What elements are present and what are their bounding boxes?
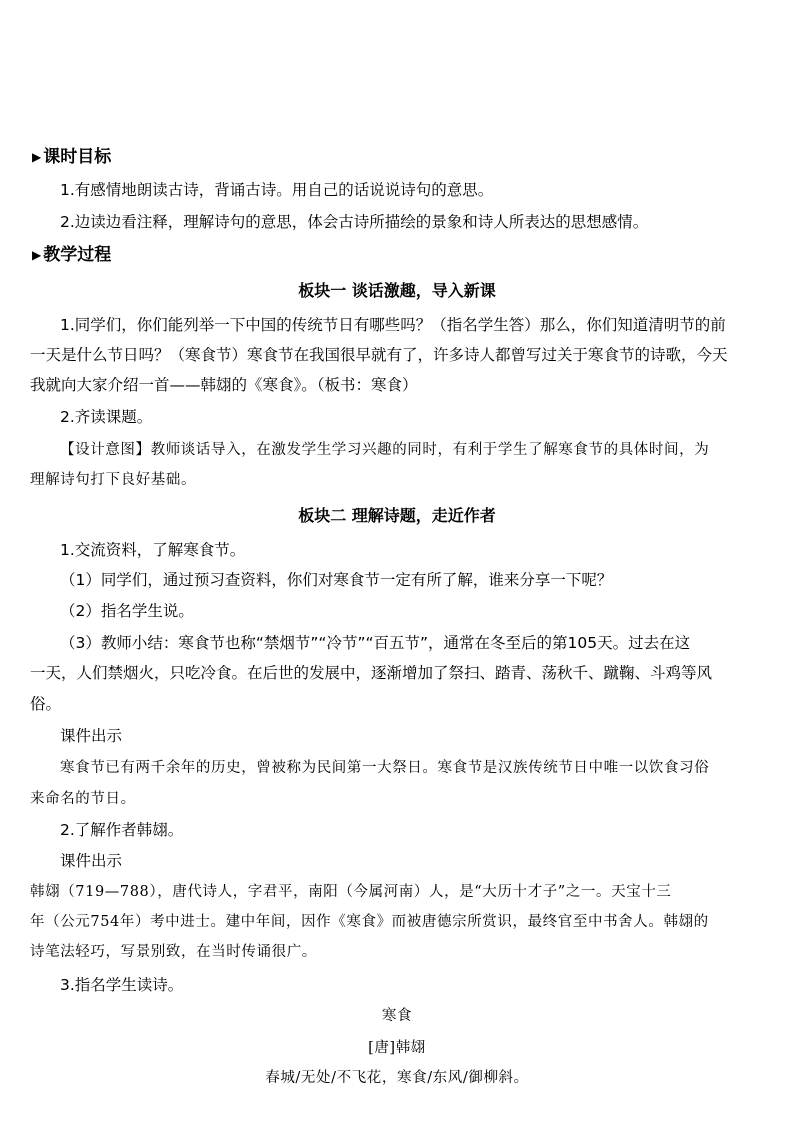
block1-design-line2: 理解诗句打下良好基础。 bbox=[30, 472, 197, 488]
block2-p1: 1.交流资料，了解寒食节。 bbox=[60, 541, 246, 559]
block1-title: 板块一 谈话激趣，导入新课 bbox=[298, 281, 496, 300]
block2-q3-line3: 俗。 bbox=[30, 695, 62, 713]
courseware-2-line2: 年（公元754年）考中进士。建中年间，因作《寒食》而被唐德宗所赏识，最终官至中书舍人。韩翃的 bbox=[30, 914, 709, 930]
poem-title: 寒食 bbox=[381, 1008, 413, 1024]
courseware-1-line1: 寒食节已有两千余年的历史，曾被称为民间第一大祭日。寒食节是汉族传统节日中唯一以饮食习俗 bbox=[60, 760, 710, 776]
block2-q3-line2: 一天，人们禁烟火，只吃冷食。在后世的发展中，逐渐增加了祭扫、踏青、荡秋千、蹴鞠、斗鸡等风 bbox=[30, 664, 713, 682]
block2-q1: （1）同学们，通过预习查资料，你们对寒食节一定有所了解，谁来分享一下呢？ bbox=[60, 571, 613, 589]
courseware-label-2: 课件出示 bbox=[60, 852, 123, 870]
section-process-heading: ▶ 教学过程 bbox=[32, 245, 112, 265]
block2-title: 板块二 理解诗题，走近作者 bbox=[298, 506, 496, 525]
block1-p2: 2.齐读课题。 bbox=[60, 408, 153, 426]
courseware-label-1: 课件出示 bbox=[60, 727, 123, 745]
block2-p3: 3.指名学生读诗。 bbox=[60, 976, 184, 994]
poem-author: [唐]韩翃 bbox=[368, 1040, 426, 1056]
triangle-bullet-icon: ▶ bbox=[32, 248, 42, 262]
courseware-1-line2: 来命名的节日。 bbox=[30, 791, 136, 807]
objective-2: 2.边读边看注释，理解诗句的意思，体会古诗所描绘的景象和诗人所表达的思想感情。 bbox=[60, 213, 649, 231]
block1-p1-line1: 1.同学们，你们能列举一下中国的传统节日有哪些吗？（指名学生答）那么，你们知道清明节的前 bbox=[60, 316, 726, 334]
section-objectives-heading: ▶ 课时目标 bbox=[32, 147, 112, 167]
block1-p1-line3: 我就向大家介绍一首——韩翃的《寒食》。（板书：寒食） bbox=[30, 376, 418, 394]
block2-q2: （2）指名学生说。 bbox=[60, 602, 194, 620]
poem-line-1: 春城/无处/不飞花，寒食/东风/御柳斜。 bbox=[265, 1070, 529, 1086]
block2-p2: 2.了解作者韩翃。 bbox=[60, 821, 184, 839]
block1-design-line1: 【设计意图】教师谈话导入，在激发学生学习兴趣的同时，有利于学生了解寒食节的具体时间，为 bbox=[60, 442, 710, 458]
courseware-2-line1: 韩翃（719—788），唐代诗人，字君平，南阳（今属河南）人，是“大历十才子”之一。天宝十三 bbox=[30, 884, 672, 900]
block2-q3-line1: （3）教师小结：寒食节也称“禁烟节”“冷节”“百五节”，通常在冬至后的第105天。过去在这 bbox=[60, 634, 691, 652]
objective-1: 1.有感情地朗读古诗，背诵古诗。用自己的话说说诗句的意思。 bbox=[60, 181, 494, 199]
courseware-2-line3: 诗笔法轻巧，写景别致，在当时传诵很广。 bbox=[30, 944, 317, 960]
block1-p1-line2: 一天是什么节日吗？（寒食节）寒食节在我国很早就有了，许多诗人都曾写过关于寒食节的诗歌，今天 bbox=[30, 346, 728, 364]
triangle-bullet-icon: ▶ bbox=[32, 150, 42, 164]
